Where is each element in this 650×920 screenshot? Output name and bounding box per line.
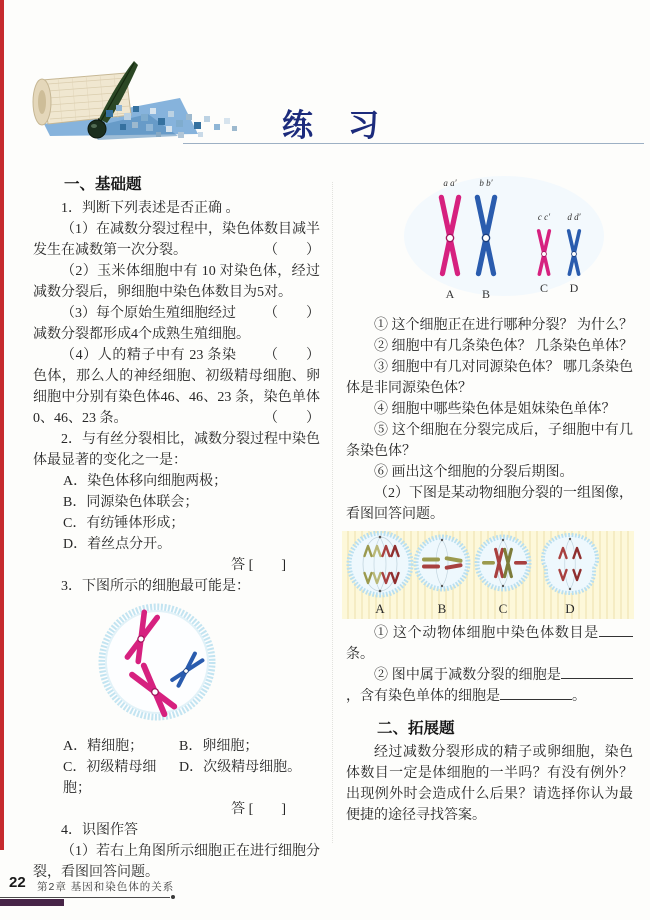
q4-heading: 4．识图作答 bbox=[61, 823, 138, 838]
q1-item-3: （3）每个原始生殖细胞经过减数分裂都形成4个成熟生殖细胞。 （ ） bbox=[33, 303, 320, 345]
chromosome-label: C bbox=[539, 281, 549, 295]
q3-options-row2 bbox=[33, 757, 320, 799]
dividing-cell-B bbox=[416, 537, 468, 589]
fill-in-question-2: ② 图中属于减数分裂的细胞是，含有染色单体的细胞是 。 bbox=[346, 665, 633, 707]
answer-blank bbox=[561, 666, 633, 679]
q3-option-d: D．次级精母细胞。 bbox=[179, 760, 302, 775]
scroll-quill-illustration bbox=[28, 58, 248, 150]
section-2-heading: 二、拓展题 bbox=[377, 720, 455, 737]
section-1-heading: 一、基础题 bbox=[64, 176, 142, 193]
page-edge-red-strip bbox=[0, 0, 4, 850]
chapter-title: 第2章 基因和染色体的关系 bbox=[37, 881, 175, 893]
q2-option-a: A．染色体移向细胞两极； bbox=[63, 474, 228, 489]
q4-sub-question-1: ① 这个细胞正在进行哪种分裂？ 为什么？ bbox=[374, 318, 633, 333]
q2-option-b: B．同源染色体联会； bbox=[63, 495, 199, 510]
q1-item-4: （4）人的精子中有 23 条染色体，那么人的神经细胞、初级精母细胞、卵细胞中分别有染色体46、46、23 条，染色单体 0、46、23 条。 （ ） bbox=[33, 345, 320, 429]
q1-item-2: （2）玉米体细胞中有 10 对染色体，经过减数分裂后，卵细胞中染色体数目为5对。 （ ） bbox=[33, 261, 320, 303]
chromatid-label: a a′ bbox=[443, 178, 457, 188]
q3-intro: 3．下图所示的细胞最可能是： bbox=[61, 579, 250, 594]
strip-cell-label: D bbox=[565, 601, 575, 616]
q1-item-1: （1）在减数分裂过程中，染色体数目减半发生在减数第一次分裂。 （ ） bbox=[33, 219, 320, 261]
chromatid-label: c c′ bbox=[537, 212, 551, 222]
section-2-text: 经过减数分裂形成的精子或卵细胞，染色体数目一定是体细胞的一半吗？有没有例外？出现例外时会造成什么后果？请选择你认为最便捷的途径寻找答案。 bbox=[346, 745, 633, 823]
page-title: 练 习 bbox=[282, 108, 381, 143]
cell-figure-question3 bbox=[91, 603, 231, 725]
q3-answer-box: 答 [ ] bbox=[231, 802, 286, 817]
answer-parentheses: （ ） bbox=[264, 411, 320, 426]
column-divider bbox=[320, 172, 346, 883]
page-body bbox=[33, 172, 633, 883]
dividing-cell-D bbox=[543, 535, 597, 593]
answer-blank bbox=[599, 624, 633, 637]
chromosome-label: D bbox=[569, 281, 579, 295]
q2-option-c: C．有纺锤体形成； bbox=[63, 516, 185, 531]
footer-purple-block bbox=[0, 899, 64, 906]
footer-rule bbox=[0, 897, 170, 898]
cell-division-strip-figure bbox=[342, 531, 634, 619]
strip-cell-label: C bbox=[498, 601, 508, 616]
q3-options-row1 bbox=[33, 736, 320, 757]
answer-parentheses: （ ） bbox=[264, 243, 320, 258]
answer-parentheses: （ ） bbox=[264, 306, 320, 321]
q2-answer-box: 答 [ ] bbox=[231, 558, 286, 573]
left-column bbox=[33, 172, 320, 883]
right-column bbox=[346, 172, 633, 883]
q3-option-c: C．初级精母细胞； bbox=[63, 760, 157, 796]
q4-sub-question-6: ⑥ 画出这个细胞的分裂后期图。 bbox=[374, 465, 574, 480]
q2-option-d: D．着丝点分开。 bbox=[63, 537, 172, 552]
page-number: 22 bbox=[9, 874, 26, 891]
q3-option-a: A．精细胞； bbox=[63, 739, 144, 754]
q4-part2-intro: （2）下图是某动物细胞分裂的一组图像，看图回答问题。 bbox=[346, 486, 633, 522]
q3-option-b: B．卵细胞； bbox=[179, 739, 259, 754]
dividing-cell-A bbox=[349, 533, 411, 595]
q2-intro: 2．与有丝分裂相比，减数分裂过程中染色体最显著的变化之一是： bbox=[33, 432, 320, 468]
q4-sub-question-3: ③ 细胞中有几对同源染色体？ 哪几条染色体是非同源染色体？ bbox=[346, 360, 633, 396]
q4-sub-question-2: ② 细胞中有几条染色体？ 几条染色单体？ bbox=[374, 339, 633, 354]
chromosome-label: B bbox=[481, 287, 491, 301]
answer-parentheses: （ ） bbox=[264, 348, 320, 363]
strip-cell-label: A bbox=[375, 601, 385, 616]
footer-rule-dot bbox=[171, 895, 175, 899]
q4-sub-question-5: ⑤ 这个细胞在分裂完成后，子细胞中有几条染色体？ bbox=[346, 423, 633, 459]
q4-sub-question-4: ④ 细胞中哪些染色体是姐妹染色单体？ bbox=[374, 402, 616, 417]
chromosome-figure-question4 bbox=[392, 174, 632, 302]
dividing-cell-C bbox=[477, 537, 529, 589]
strip-cell-label: B bbox=[437, 601, 447, 616]
answer-blank bbox=[500, 687, 572, 700]
q4-part1-text: （1）若右上角图所示细胞正在进行细胞分裂，看图回答问题。 bbox=[33, 844, 320, 880]
title-rule bbox=[183, 143, 644, 144]
chromosome-label: A bbox=[445, 287, 455, 301]
q1-intro: 1．判断下列表述是否正确 。 bbox=[61, 201, 240, 216]
chromatid-label: b b′ bbox=[479, 178, 493, 188]
fill-in-question-1: ① 这个动物体细胞中染色体数目是条。 bbox=[346, 623, 633, 665]
chromatid-label: d d′ bbox=[567, 212, 581, 222]
